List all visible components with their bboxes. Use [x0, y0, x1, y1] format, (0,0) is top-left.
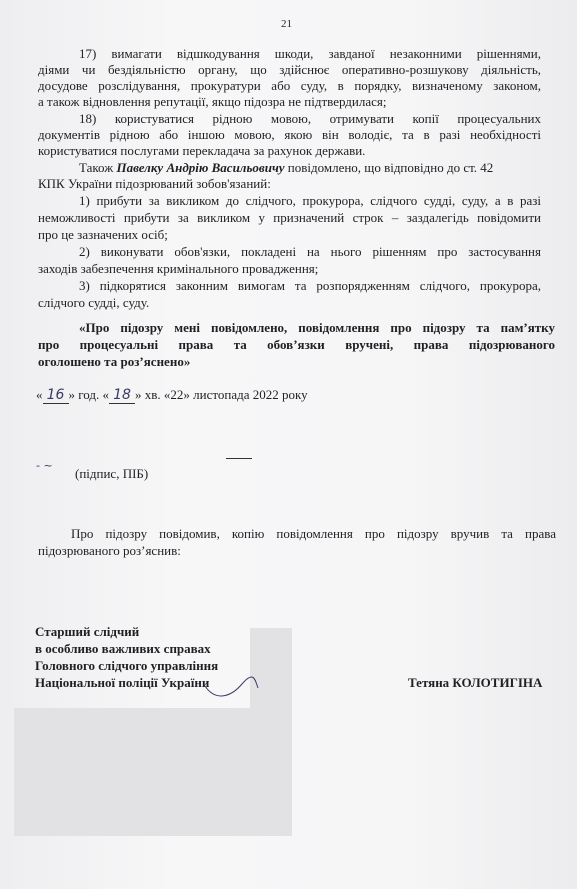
- obligation3-line2: слідчого судді, суду.: [38, 295, 150, 310]
- officer-line3: Головного слідчого управління: [35, 658, 219, 673]
- suspect-name: Павелку Андрію Васильовичу: [116, 160, 285, 175]
- minutes-field: [109, 387, 135, 404]
- obligation1-line1: 1) прибути за викликом до слідчого, прокурора, слідчого судді, суду, а в разі: [79, 193, 541, 208]
- datetime-line: [36, 387, 308, 404]
- signature-mark: - ~: [36, 459, 53, 472]
- hours-field: [43, 387, 69, 404]
- obligation3-line1: 3) підкорятися законним вимогам та розпорядженням слідчого, прокурора,: [79, 278, 541, 293]
- item18-line1: 18) користуватися рідною мовою, отримувати копії процесуальних: [79, 111, 541, 126]
- item17-line4: а також відновлення репутації, якщо підозра не підтвердилася;: [38, 94, 387, 109]
- informed-line2: підозрюваного роз’яснив:: [38, 543, 181, 558]
- redaction-block-bottom: [14, 708, 292, 836]
- signature-hint: (підпис, ПІБ): [75, 466, 149, 481]
- notice-line1: «Про підозру мені повідомлено, повідомлення про підозру та пам’ятку: [79, 320, 555, 335]
- notice-line2: про процесуальні права та обов’язки вручені, права підозрюваного: [38, 337, 555, 352]
- item18-line2: документів рідною або іншою мовою, якою він володіє, та в разі необхідності: [38, 127, 541, 142]
- item17-line2: діями чи бездіяльністю органу, що здійснює оперативно-розшукову діяльність,: [38, 62, 541, 77]
- also-line1: [79, 160, 493, 176]
- item18-line3: користуватися послугами перекладача за рахунок держави.: [38, 143, 366, 158]
- officer-name: Тетяна КОЛОТИГІНА: [408, 675, 543, 690]
- informed-line1: Про підозру повідомив, копію повідомлення про підозру вручив та права: [71, 526, 556, 541]
- obligation1-line2: неможливості прибути за викликом у призначений строк – заздалегідь повідомити: [38, 210, 541, 225]
- item17-line1: 17) вимагати відшкодування шкоди, завданої незаконними рішеннями,: [79, 46, 541, 61]
- signature-line: [226, 458, 252, 459]
- also-suffix: повідомлено, що відповідно до ст. 42: [284, 160, 494, 175]
- obligation1-line3: про це зазначених осіб;: [38, 227, 168, 242]
- officer-line4: Національної поліції України: [35, 675, 210, 690]
- notice-line3: оголошено та роз’яснено»: [38, 354, 191, 369]
- item17-line3: досудове розслідування, прокуратури або суду, в порядку, визначеному законом,: [38, 78, 541, 93]
- obligation2-line1: 2) виконувати обов'язки, покладені на нього рішенням про застосування: [79, 244, 541, 259]
- officer-line1: Старший слідчий: [35, 624, 140, 639]
- officer-line2: в особливо важливих справах: [35, 641, 211, 656]
- datetime-hours-label: » год. «: [68, 387, 109, 402]
- officer-signature-stroke: [200, 676, 260, 706]
- page-number: 21: [281, 18, 292, 30]
- datetime-rest: » хв. «22» листопада 2022 року: [135, 387, 308, 402]
- minutes-handwritten: 18: [113, 387, 131, 403]
- obligation2-line2: заходів забезпечення кримінального провадження;: [38, 261, 319, 276]
- also-line2: КПК України підозрюваний зобов'язаний:: [38, 176, 271, 191]
- datetime-open: «: [36, 387, 43, 402]
- hours-handwritten: 16: [46, 387, 65, 403]
- also-prefix: Також: [79, 160, 117, 175]
